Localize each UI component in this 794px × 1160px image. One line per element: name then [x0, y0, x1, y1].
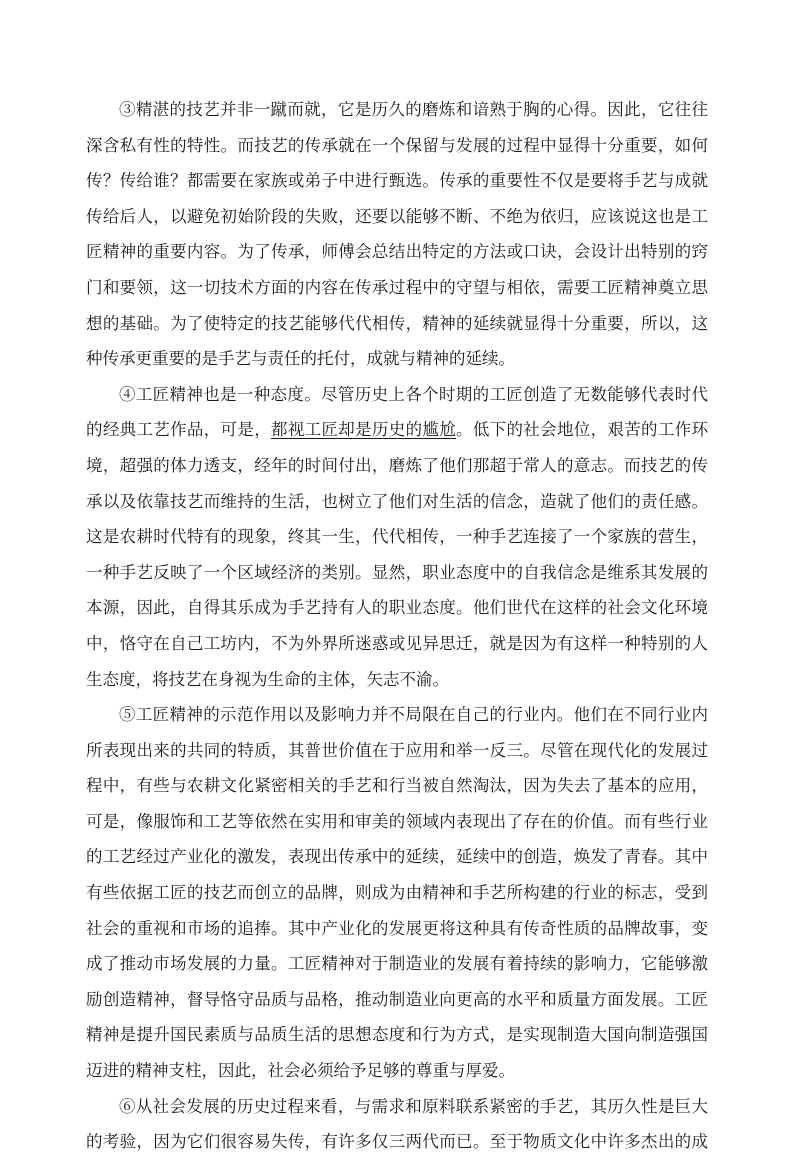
text-line: 的考验，因为它们很容易失传，有许多仅三两代而已。至于物质文化中许多杰出的成	[86, 1132, 708, 1152]
text-line: 深含私有性的特性。而技艺的传承就在一个保留与发展的过程中显得十分重要，如何	[86, 135, 708, 155]
text-line: 精神是提升国民素质与品质生活的思想态度和行为方式，是实现制造大国向制造强国	[86, 1025, 708, 1045]
text-line: ③精湛的技艺并非一蹴而就，它是历久的磨炼和谙熟于胸的心得。因此，它往往	[119, 100, 708, 119]
text-line: 迈进的精神支柱，因此，社会必须给予足够的尊重与厚爱。	[86, 1061, 515, 1081]
underlined-sentence: 都视工匠却是历史的尴尬	[271, 420, 457, 440]
document-page	[86, 92, 708, 1160]
text-line: 成了推动市场发展的力量。工匠精神对于制造业的发展有着持续的影响力，它能够激	[86, 954, 708, 974]
text-line: 境，超强的体力透支，经年的时间付出，磨炼了他们那超于常人的意志。而技艺的传	[86, 455, 708, 475]
text-line: 中，恪守在自己工坊内，不为外界所迷惑或见异思迁，就是因为有这样一种特别的人	[86, 633, 708, 653]
text-line: 所表现出来的共同的特质，其普世价值在于应用和举一反三。尽管在现代化的发展过	[86, 740, 708, 760]
text-line: 想的基础。为了使特定的技艺能够代代相传，精神的延续就显得十分重要，所以，这	[86, 313, 708, 333]
text-line: 种传承更重要的是手艺与责任的托付，成就与精神的延续。	[86, 349, 515, 369]
text-line: 匠精神的重要内容。为了传承，师傅会总结出特定的方法或口诀，会设计出特别的窍	[86, 242, 708, 262]
paragraph-5	[86, 697, 708, 1089]
text-line: 程中，有些与农耕文化紧密相关的手艺和行当被自然淘汰，因为失去了基本的应用，	[86, 776, 708, 796]
text-segment: 。低下的社会地位，艰苦的工作环	[456, 420, 708, 440]
text-line: 传给后人，以避免初始阶段的失败，还要以能够不断、不绝为依归，应该说这也是工	[86, 206, 708, 226]
text-line: 的工艺经过产业化的激发，表现出传承中的延续，延续中的创造，焕发了青春。其中	[86, 847, 708, 867]
text-line: ④工匠精神也是一种态度。尽管历史上各个时期的工匠创造了无数能够代表时代	[119, 384, 708, 404]
text-line: 生态度，将技艺在身视为生命的主体，矢志不渝。	[86, 669, 449, 689]
text-line: 一种手艺反映了一个区域经济的类别。显然，职业态度中的自我信念是维系其发展的	[86, 562, 708, 582]
text-line-with-underline	[86, 412, 708, 448]
text-line: 本源，因此，自得其乐成为手艺持有人的职业态度。他们世代在这样的社会文化环境	[86, 598, 708, 618]
text-line: 这是农耕时代特有的现象，终其一生，代代相传，一种手艺连接了一个家族的营生，	[86, 527, 708, 547]
text-line: 门和要领，这一切技术方面的内容在传承过程中的守望与相依，需要工匠精神奠立思	[86, 277, 708, 297]
text-line: 励创造精神，督导恪守品质与品格，推动制造业向更高的水平和质量方面发展。工匠	[86, 989, 708, 1009]
paragraph-3	[86, 92, 708, 377]
text-line: ⑤工匠精神的示范作用以及影响力并不局限在自己的行业内。他们在不同行业内	[119, 705, 708, 725]
text-line: 承以及依靠技艺而维持的生活，也树立了他们对生活的信念，造就了他们的责任感。	[86, 491, 708, 511]
text-line: 传？传给谁？都需要在家族或弟子中进行甄选。传承的重要性不仅是要将手艺与成就	[86, 171, 708, 191]
text-line: 可是，像服饰和工艺等依然在实用和审美的领域内表现出了存在的价值。而有些行业	[86, 811, 708, 831]
text-line: 社会的重视和市场的追捧。其中产业化的发展更将这种具有传奇性质的品牌故事，变	[86, 918, 708, 938]
paragraph-4	[86, 377, 708, 697]
paragraph-6	[86, 1089, 708, 1160]
text-segment: 的经典工艺作品，可是，	[86, 420, 272, 440]
text-line: 有些依据工匠的技艺而创立的品牌，则成为由精神和手艺所构建的行业的标志，受到	[86, 883, 708, 903]
text-line: ⑥从社会发展的历史过程来看，与需求和原料联系紧密的手艺，其历久性是巨大	[119, 1096, 708, 1116]
